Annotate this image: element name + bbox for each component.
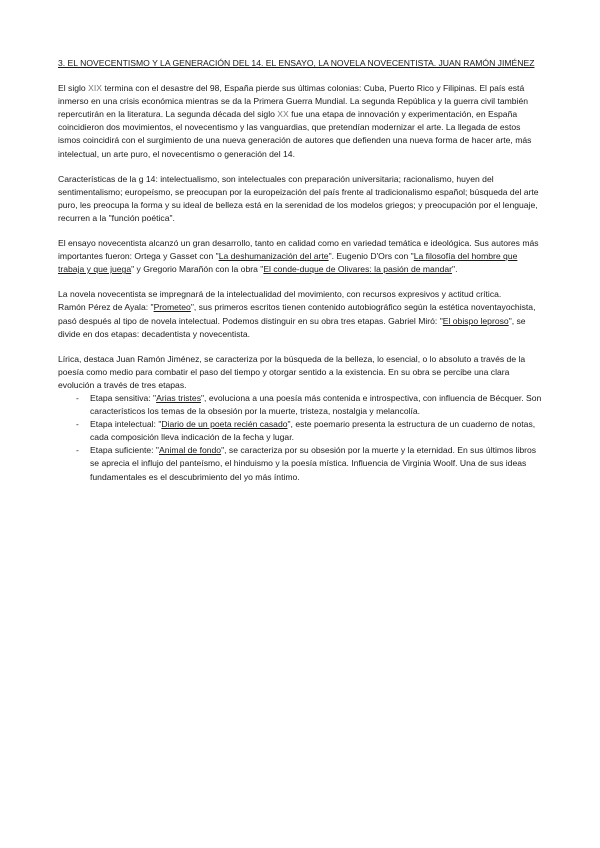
roman-numeral: XIX: [88, 83, 102, 94]
stages-list: [58, 392, 542, 484]
text-run: ". Eugenio D'Ors con ": [328, 251, 414, 262]
text-run: Etapa intelectual: ": [90, 419, 162, 430]
text-run: ".: [452, 264, 458, 275]
work-title: La filosofía del hombre que trabaja y que juega: [58, 251, 518, 275]
text-run: ", se divide en dos etapas: decadentista y novecentista.: [58, 315, 526, 339]
paragraph-historical-context: [58, 82, 542, 161]
paragraph-characteristics: Características de la g 14: intelectualismo, son intelectuales con preparación universitaria; racionalismo, huyen del sentimentalismo; europeísmo, se preocupan por la europeización del país frente al tradicionalismo español; búsqueda del arte puro, les preocupa la forma y su ideal de belleza está en la serenidad de los modelos griegos; y preocupación por el lenguaje, recurren a la "función poética".: [58, 173, 539, 223]
paragraph-essay: [58, 237, 542, 276]
list-bullet: -: [76, 419, 79, 430]
paragraph-novel: [58, 288, 542, 340]
work-title: El conde-duque de Olivares: la pasión de mandar: [263, 264, 453, 275]
work-title: La deshumanización del arte: [218, 251, 329, 262]
text-run: El ensayo novecentista alcanzó un gran desarrollo, tanto en calidad como en variedad temática e ideológica. Sus autores más importantes fueron: Ortega y Gasset con ": [58, 238, 539, 262]
list-item: [58, 392, 542, 418]
work-title: Diario de un poeta recién casado: [161, 419, 288, 430]
text-run: termina con el desastre del 98, España pierde sus últimas colonias: Cuba, Puerto Rico y Filipinas. El país está inmerso en una crisis económica mientras se da la Primera Guerra Mundial. La segunda República y la guerra civil también repercutirán en la literatura. La segunda década del siglo: [58, 83, 529, 120]
text-run: Ramón Pérez de Ayala: ": [58, 302, 154, 313]
paragraph-lyric: Lírica, destaca Juan Ramón Jiménez, se caracteriza por la búsqueda de la belleza, lo esencial, o lo absoluto a través de la poesía como medio para combatir el paso del tiempo y otorgar sentido a la existencia. En su obra se percibe una clara evolución a través de tres etapas.: [58, 353, 526, 390]
list-bullet: -: [76, 392, 79, 403]
list-bullet: -: [76, 445, 79, 456]
text-run: ", evoluciona a una poesía más contenida e introspectiva, con influencia de Bécquer. Son característicos los temas de la obsesión por la muerte, tristeza, nostalgia y melancolía.: [90, 392, 542, 417]
text-run: Etapa suficiente: ": [90, 445, 159, 456]
document-page: [58, 57, 542, 484]
text-run: Etapa sensitiva: ": [90, 392, 157, 403]
work-title: El obispo leproso: [442, 315, 509, 326]
work-title: Prometeo: [153, 302, 191, 313]
list-item: [58, 418, 542, 444]
text-run: La novela novecentista se impregnará de la intelectualidad del movimiento, con recursos expresivos y actitud crítica.: [58, 289, 502, 300]
work-title: Arias tristes: [156, 392, 201, 403]
text-run: El siglo: [58, 83, 89, 94]
text-run: ", este poemario presenta la estructura de un cuaderno de notas, cada composición lleva indicación de la fecha y lugar.: [90, 419, 536, 443]
text-run: fue una etapa de innovación y experimentación, en España coincidieron dos movimientos, el novecentismo y las vanguardias, que pretendían modernizar el arte. La llegada de estos ismos coincidirá con el surgimiento de una nueva generación de autores que defienden una nueva forma de hacer arte, más intelectual, un arte puro, el novecentismo o generación del 14.: [58, 109, 532, 159]
document-title: 3. EL NOVECENTISMO Y LA GENERACIÓN DEL 14. EL ENSAYO, LA NOVELA NOVECENTISTA. JUAN RAMÓN JIMÉNEZ: [58, 58, 535, 68]
work-title: Animal de fondo: [158, 445, 222, 456]
text-run: ", se caracteriza por su obsesión por la muerte y la eternidad. En sus últimos libros se aprecia el influjo del panteísmo, el hinduismo y la poesía mística. Influencia de Virginia Woolf. Una de sus ideas fundamentales es el descubrimiento del yo más íntimo.: [90, 445, 537, 482]
text-run: ", sus primeros escritos tienen contenido autobiográfico según la estética noventayochista, pasó después al tipo de novela intelectual. Podemos distinguir en su obra tres etapas. Gabriel Miró: ": [58, 302, 536, 326]
text-run: " y Gregorio Marañón con la obra ": [131, 264, 264, 275]
list-item: [58, 444, 542, 483]
roman-numeral: XX: [277, 109, 289, 120]
